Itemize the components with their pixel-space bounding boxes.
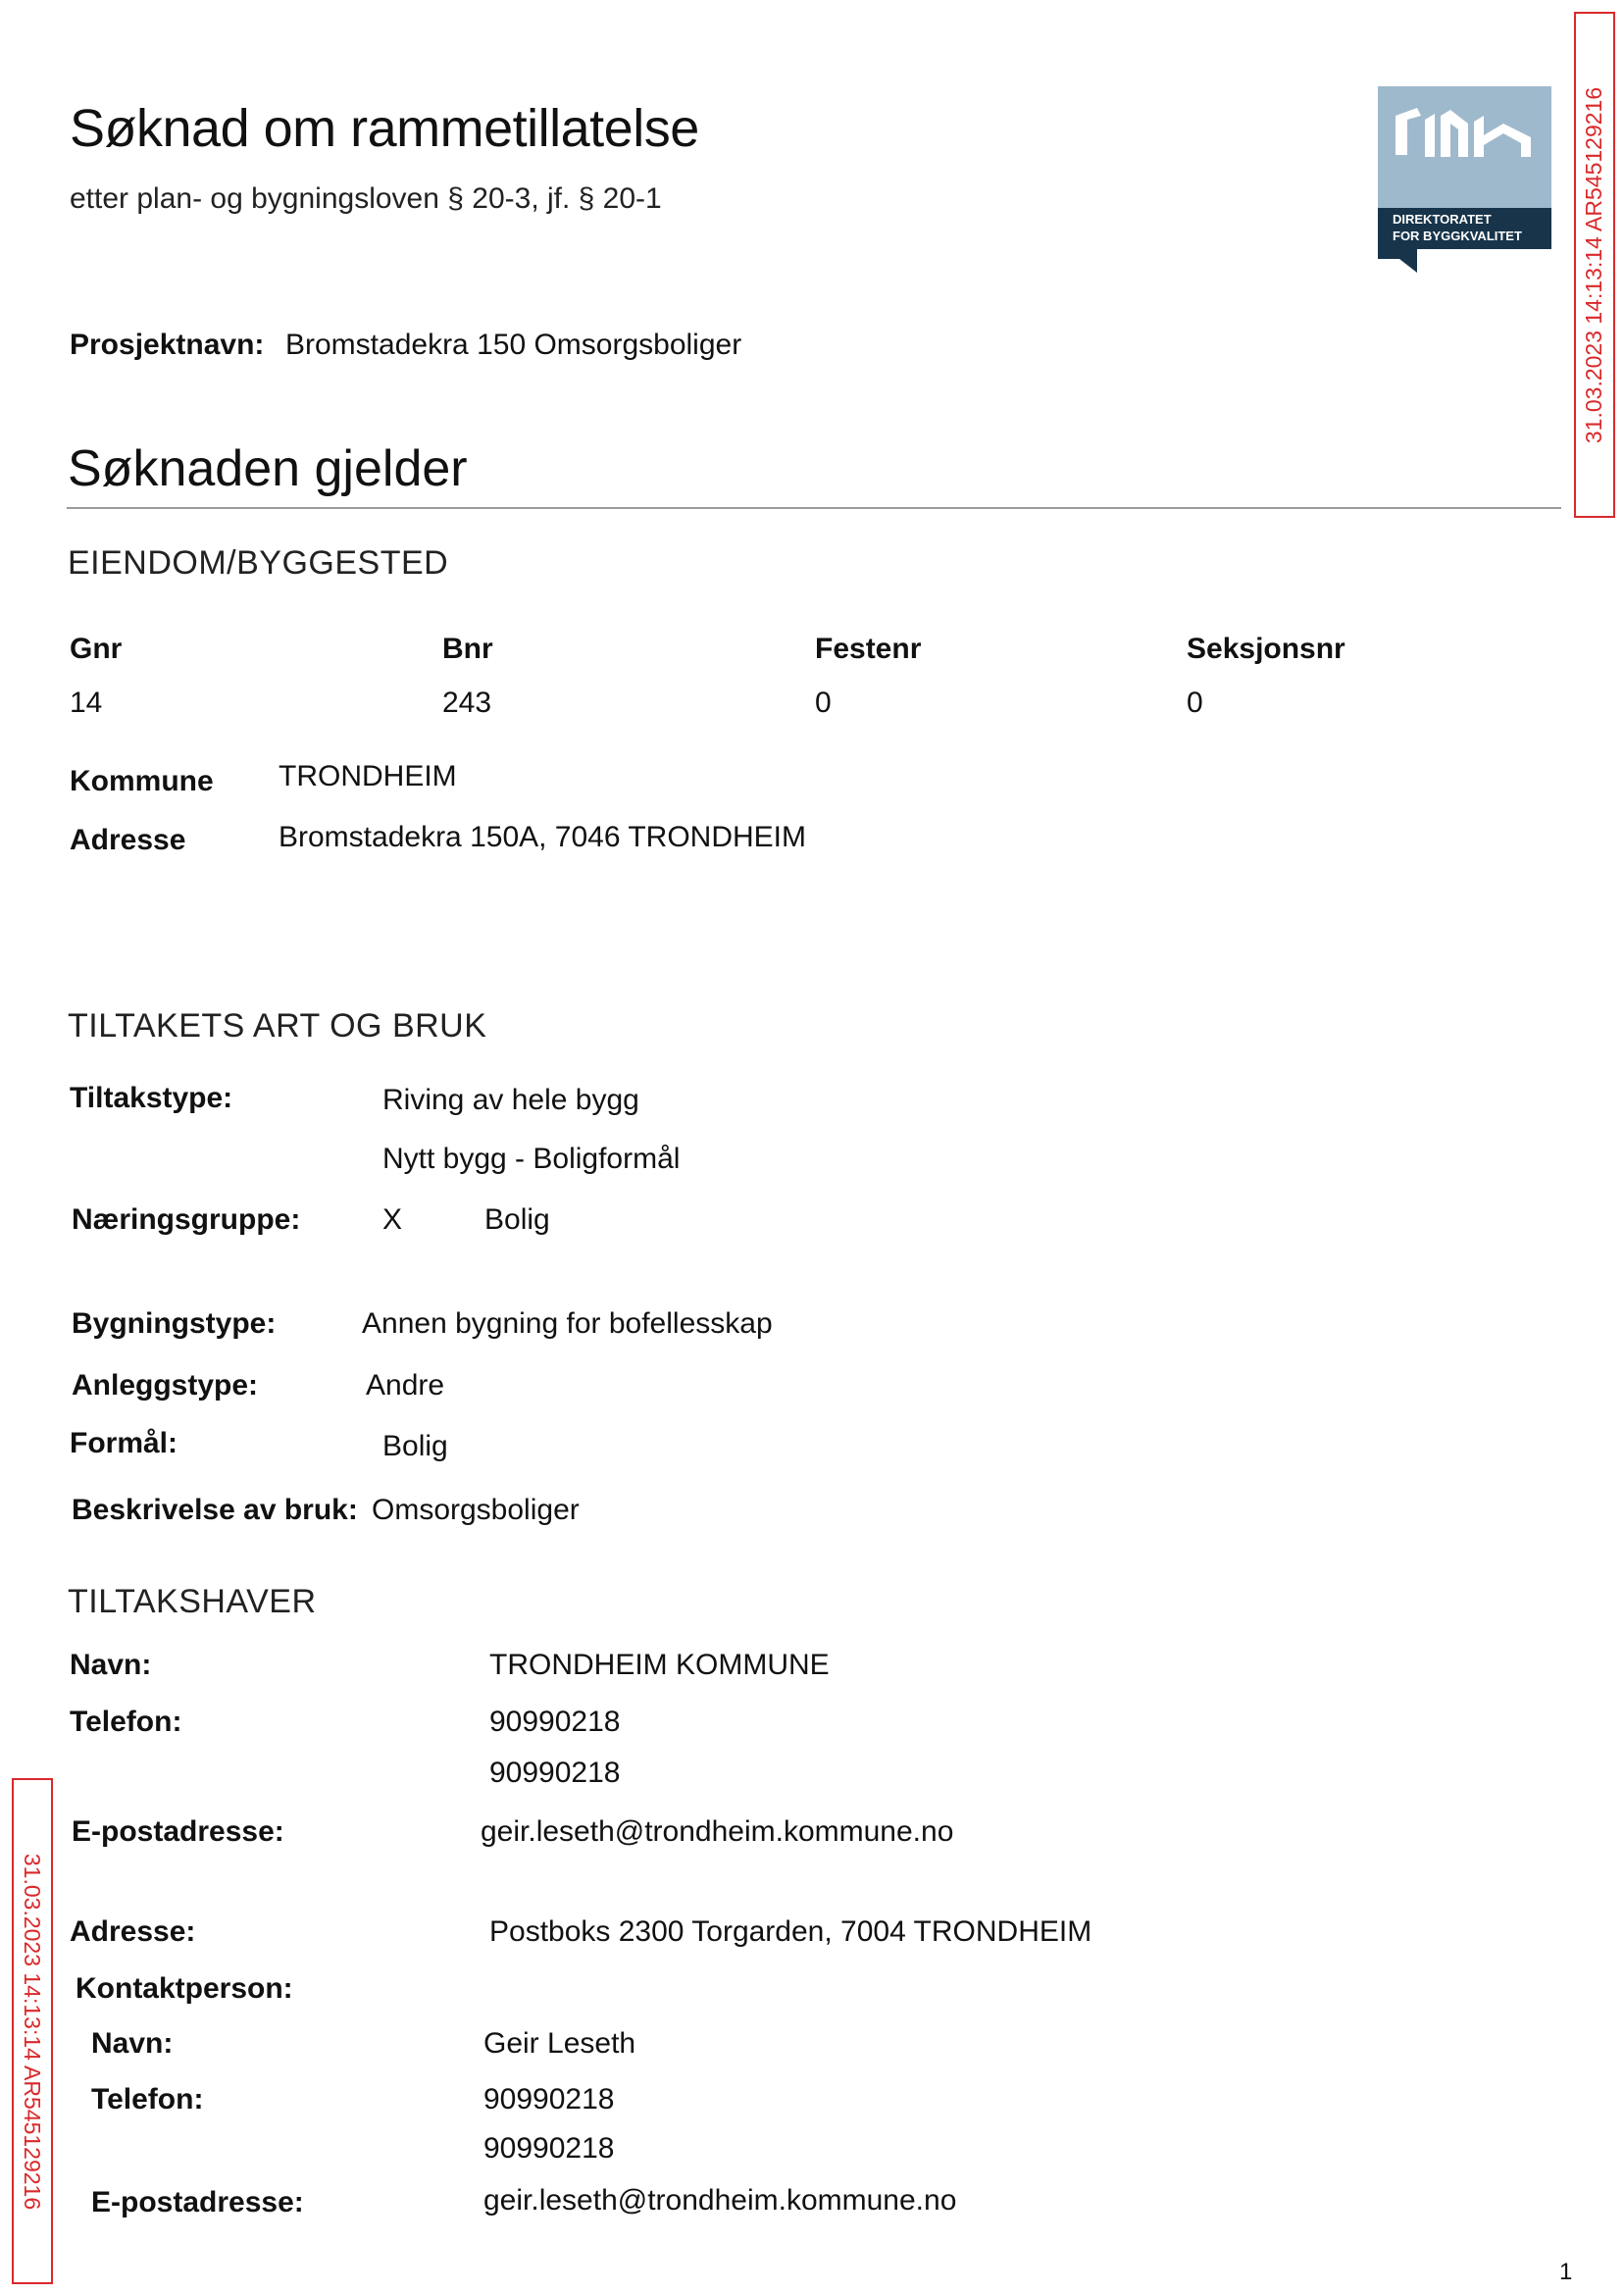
tiltakshaver-epost-label: E-postadresse: — [72, 1815, 284, 1848]
dibk-logo — [1378, 86, 1551, 273]
gnr-value: 14 — [70, 687, 103, 719]
beskrivelse-value: Omsorgsboliger — [372, 1494, 580, 1526]
logo-text-line1: DIREKTORATET — [1393, 212, 1492, 227]
tiltak-heading: TILTAKETS ART OG BRUK — [68, 1007, 487, 1045]
section-title: Søknaden gjelder — [68, 440, 468, 497]
kommune-label: Kommune — [70, 765, 214, 797]
tiltakshaver-telefon-label: Telefon: — [70, 1706, 182, 1738]
tiltakshaver-adresse-value: Postboks 2300 Torgarden, 7004 TRONDHEIM — [489, 1915, 1092, 1948]
logo-text-line2: FOR BYGGKVALITET — [1393, 229, 1522, 243]
tiltakstype-label: Tiltakstype: — [70, 1082, 233, 1114]
bygningstype-label: Bygningstype: — [72, 1307, 277, 1340]
festenr-value: 0 — [815, 687, 832, 719]
bnr-label: Bnr — [442, 633, 493, 665]
kontakt-telefon-label: Telefon: — [91, 2083, 204, 2116]
kontakt-navn-value: Geir Leseth — [483, 2027, 636, 2060]
tiltakshaver-navn-label: Navn: — [70, 1649, 152, 1681]
kontakt-navn-label: Navn: — [91, 2027, 174, 2060]
tiltakshaver-telefon-1: 90990218 — [489, 1706, 621, 1738]
formal-value: Bolig — [382, 1430, 448, 1462]
kontakt-epost-value: geir.leseth@trondheim.kommune.no — [483, 2184, 957, 2217]
bygningstype-value: Annen bygning for bofellesskap — [362, 1307, 773, 1340]
bnr-value: 243 — [442, 687, 492, 719]
naeringsgruppe-code: X — [382, 1203, 403, 1236]
property-heading: EIENDOM/BYGGESTED — [68, 544, 449, 582]
tiltakshaver-telefon-2: 90990218 — [489, 1757, 621, 1789]
project-value: Bromstadekra 150 Omsorgsboliger — [285, 329, 742, 361]
anleggstype-value: Andre — [366, 1369, 445, 1402]
dibk-logo-graphic — [1378, 86, 1551, 273]
adresse-value: Bromstadekra 150A, 7046 TRONDHEIM — [279, 821, 806, 853]
kontakt-telefon-2: 90990218 — [483, 2132, 615, 2165]
festenr-label: Festenr — [815, 633, 922, 665]
tiltakstype-value-1: Riving av hele bygg — [382, 1084, 639, 1116]
seksjonsnr-label: Seksjonsnr — [1187, 633, 1345, 665]
section-divider — [67, 507, 1561, 509]
document-subtitle: etter plan- og bygningsloven § 20-3, jf. § 20-1 — [70, 182, 662, 215]
kontakt-telefon-1: 90990218 — [483, 2083, 615, 2116]
kontaktperson-label: Kontaktperson: — [76, 1972, 293, 2005]
project-label: Prosjektnavn: — [70, 329, 265, 361]
document-title: Søknad om rammetillatelse — [70, 99, 699, 158]
kommune-value: TRONDHEIM — [279, 760, 457, 792]
kontakt-epost-label: E-postadresse: — [91, 2186, 304, 2218]
page-number: 1 — [1559, 2259, 1573, 2285]
adresse-label: Adresse — [70, 824, 186, 856]
receipt-stamp-top — [1574, 12, 1615, 518]
seksjonsnr-value: 0 — [1187, 687, 1203, 719]
receipt-stamp-bottom-text: 31.03.2023 14:13:14 AR545129216 — [20, 1853, 46, 2210]
beskrivelse-label: Beskrivelse av bruk: — [72, 1494, 358, 1526]
receipt-stamp-top-text: 31.03.2023 14:13:14 AR545129216 — [1581, 86, 1607, 443]
anleggstype-label: Anleggstype: — [72, 1369, 259, 1402]
tiltakshaver-navn-value: TRONDHEIM KOMMUNE — [489, 1649, 830, 1681]
gnr-label: Gnr — [70, 633, 123, 665]
naeringsgruppe-value: Bolig — [484, 1203, 550, 1236]
tiltakshaver-epost-value: geir.leseth@trondheim.kommune.no — [481, 1815, 954, 1848]
receipt-stamp-bottom — [12, 1778, 53, 2284]
tiltakshaver-adresse-label: Adresse: — [70, 1915, 196, 1948]
naeringsgruppe-label: Næringsgruppe: — [72, 1203, 301, 1236]
tiltakshaver-heading: TILTAKSHAVER — [68, 1583, 317, 1620]
tiltakstype-value-2: Nytt bygg - Boligformål — [382, 1143, 681, 1175]
formal-label: Formål: — [70, 1427, 178, 1459]
